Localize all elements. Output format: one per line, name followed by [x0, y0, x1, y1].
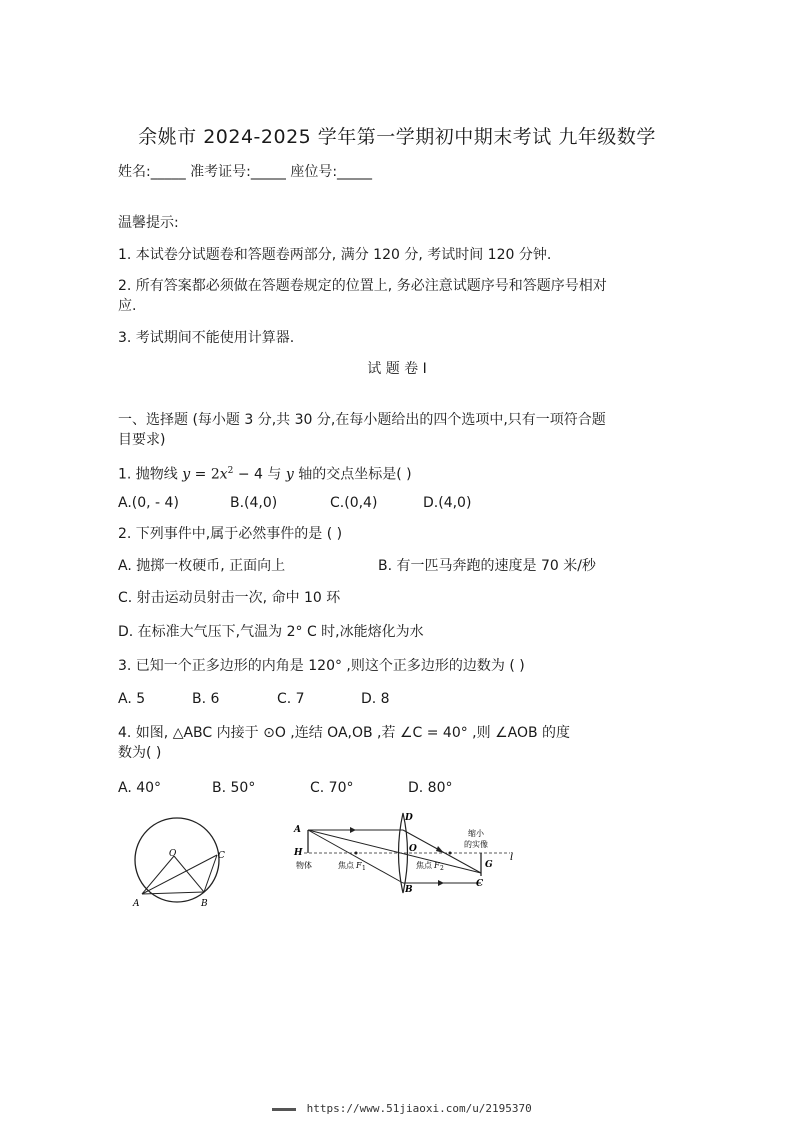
label-image-line1: 缩小 [468, 829, 484, 838]
label-f2-subscript: 2 [440, 865, 444, 872]
q2-option-b: B. 有一匹马奔跑的速度是 70 米/秒 [378, 558, 596, 574]
label-f1-subscript: 1 [362, 865, 366, 872]
question-4-stem-continued: 数为( ) [118, 745, 162, 761]
tip-item-2: 2. 所有答案都必须做在答题卷规定的位置上, 务必注意试题序号和答题序号相对 [118, 278, 607, 294]
q1-option-c: C.(0,4) [330, 495, 378, 511]
label-f2: F [434, 861, 440, 870]
q1-rest: − 4 与 [237, 466, 282, 483]
q1-var-x: x [219, 466, 228, 483]
label-focus-1: 焦点 [338, 861, 354, 870]
part1-heading-continued: 目要求) [118, 432, 166, 448]
q4-option-b: B. 50° [212, 780, 256, 796]
circle-figure [125, 810, 235, 910]
focus-point-1 [355, 852, 358, 855]
label-l: l [510, 852, 514, 863]
label-h: H [294, 848, 303, 858]
label-a: A [133, 899, 140, 909]
q4-option-c: C. 70° [310, 780, 354, 796]
q1-var-y: y [182, 466, 191, 483]
part1-heading: 一、选择题 (每小题 3 分,共 30 分,在每小题给出的四个选项中,只有一项符合题 [118, 412, 606, 428]
q1-var-y2: y [285, 466, 294, 483]
q3-option-b: B. 6 [192, 691, 220, 707]
q1-exponent: 2 [227, 466, 234, 476]
label-d: D [405, 813, 413, 823]
label-c: C [218, 851, 225, 861]
q4-option-a: A. 40° [118, 780, 162, 796]
ray-focus [308, 830, 403, 883]
q1-option-b: B.(4,0) [230, 495, 278, 511]
q1-option-d: D.(4,0) [423, 495, 472, 511]
q1-suffix: 轴的交点坐标是( ) [298, 466, 412, 483]
footer-url-text: https://www.51jiaoxi.com/u/2195370 [306, 1102, 532, 1115]
q1-eq: = 2 [194, 466, 220, 483]
q1-prefix: 1. 抛物线 [118, 466, 178, 483]
question-1-stem [118, 461, 412, 485]
question-2-stem: 2. 下列事件中,属于必然事件的是 ( ) [118, 526, 343, 542]
label-a: A [294, 825, 301, 835]
tip-item-3: 3. 考试期间不能使用计算器. [118, 330, 295, 346]
ray-focus-arrowhead [438, 880, 444, 886]
segment-ob [174, 856, 204, 892]
student-info-line: 姓名:_____ 准考证号:_____ 座位号:_____ [118, 164, 373, 180]
segment-oa [142, 856, 174, 894]
footer-url [272, 1099, 532, 1119]
q1-option-a: A.(0, - 4) [118, 495, 179, 511]
label-image-line2: 的实像 [464, 840, 488, 849]
tip-item-1: 1. 本试卷分试题卷和答题卷两部分, 满分 120 分, 考试时间 120 分钟. [118, 247, 552, 263]
q3-option-d: D. 8 [361, 691, 390, 707]
label-g: G [485, 860, 493, 870]
label-o: O [169, 849, 177, 859]
label-object: 物体 [296, 861, 312, 870]
tips-heading: 温馨提示: [118, 215, 179, 231]
label-f1: F [356, 861, 362, 870]
label-o: O [409, 844, 417, 854]
ray-parallel-arrowhead [350, 827, 356, 833]
exam-title: 余姚市 2024-2025 学年第一学期初中期末考试 九年级数学 [138, 126, 656, 148]
section-title: 试 题 卷 I [367, 361, 427, 377]
label-b: B [405, 885, 413, 895]
q2-option-a: A. 抛掷一枚硬币, 正面向上 [118, 558, 286, 574]
q4-option-d: D. 80° [408, 780, 453, 796]
tip-item-2-continued: 应. [118, 298, 137, 314]
lens-figure [288, 808, 523, 898]
question-3-stem: 3. 已知一个正多边形的内角是 120° ,则这个正多边形的边数为 ( ) [118, 658, 525, 674]
question-4-stem: 4. 如图, △ABC 内接于 ⊙O ,连结 OA,OB ,若 ∠C = 40° ,则 ∠AOB 的度 [118, 725, 571, 741]
q2-option-d: D. 在标准大气压下,气温为 2° C 时,冰能熔化为水 [118, 624, 424, 640]
q3-option-c: C. 7 [277, 691, 305, 707]
q3-option-a: A. 5 [118, 691, 146, 707]
q2-option-c: C. 射击运动员射击一次, 命中 10 环 [118, 590, 341, 606]
footer-logo-icon [272, 1108, 296, 1111]
focus-point-2 [449, 852, 452, 855]
label-focus-2: 焦点 [416, 861, 432, 870]
ray-refracted-arrowhead [436, 846, 444, 853]
ray-center [308, 830, 481, 873]
label-b: B [201, 899, 208, 909]
label-c: C [476, 879, 484, 889]
